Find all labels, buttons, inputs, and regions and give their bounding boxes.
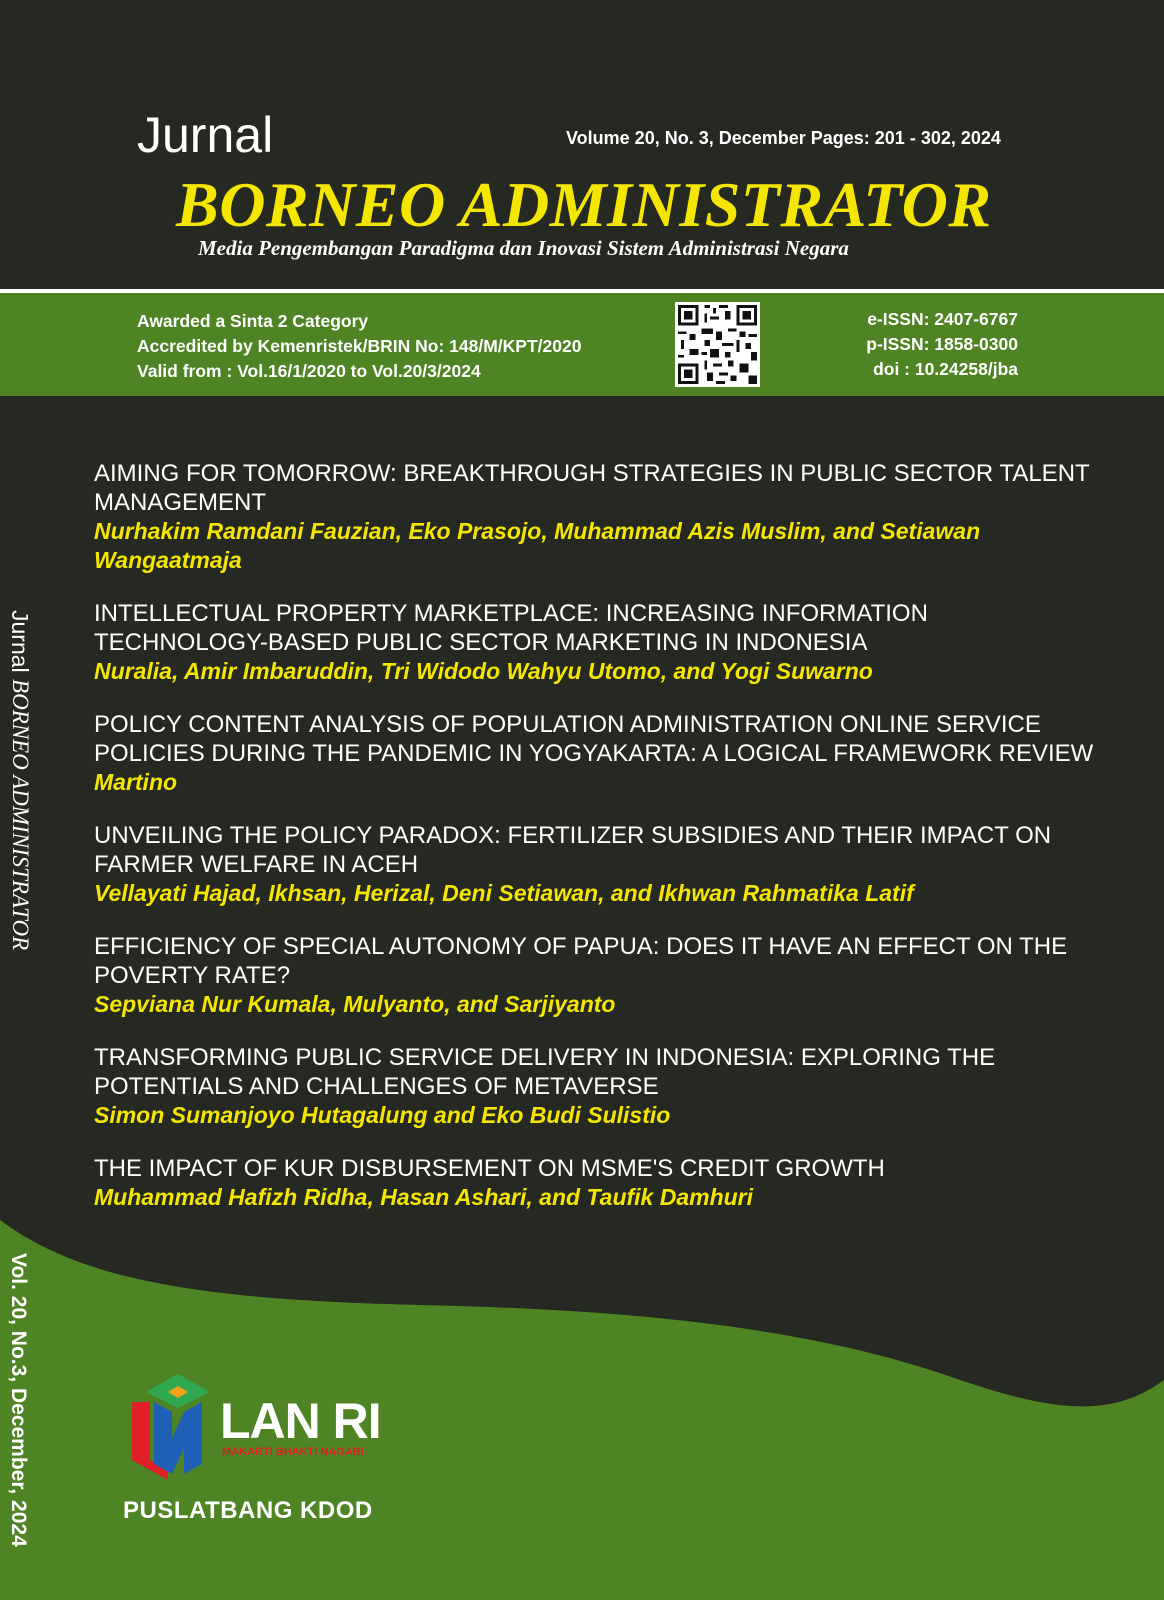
volume-info: Volume 20, No. 3, December Pages: 201 - 302, 2024: [566, 128, 1001, 148]
article-title: AIMING FOR TOMORROW: BREAKTHROUGH STRATEGIES IN PUBLIC SECTOR TALENT MANAGEMENT: [94, 460, 1090, 516]
article-2: [94, 599, 1094, 686]
lan-ri-wordmark: LAN RI: [220, 1393, 381, 1449]
article-3: [94, 710, 1094, 797]
spine-prefix: Jurnal: [7, 610, 33, 673]
lan-ri-motto: MAKARTI BHAKTI NAGARI: [222, 1446, 364, 1458]
article-4: [94, 821, 1094, 908]
article-1: [94, 459, 1094, 575]
spine-volume: Vol. 20, No.3, December, 2024: [7, 1253, 30, 1547]
accreditation-block: [137, 309, 581, 384]
article-title: EFFICIENCY OF SPECIAL AUTONOMY OF PAPUA: DOES IT HAVE AN EFFECT ON THE POVERTY RATE?: [94, 933, 1068, 989]
lan-ri-logo-icon: [128, 1372, 228, 1482]
pissn: p-ISSN: 1858-0300: [866, 334, 1018, 354]
accreditation-line-3: Valid from : Vol.16/1/2020 to Vol.20/3/2024: [137, 361, 481, 381]
article-title: INTELLECTUAL PROPERTY MARKETPLACE: INCREASING INFORMATION TECHNOLOGY-BASED PUBLIC SECTOR MARKETING IN INDONESIA: [94, 600, 928, 656]
article-authors: Nurhakim Ramdani Fauzian, Eko Prasojo, Muhammad Azis Muslim, and Setiawan Wangaatmaja: [94, 518, 981, 573]
jurnal-word: Jurnal: [137, 107, 274, 163]
spine-journal-name: BORNEO ADMINISTRATOR: [8, 679, 33, 951]
accreditation-line-1: Awarded a Sinta 2 Category: [137, 311, 369, 331]
journal-title: BORNEO ADMINISTRATOR: [176, 169, 992, 240]
article-title: TRANSFORMING PUBLIC SERVICE DELIVERY IN INDONESIA: EXPLORING THE POTENTIALS AND CHALLENGES OF METAVERSE: [94, 1044, 996, 1100]
publisher-unit: PUSLATBANG KDOD: [123, 1497, 373, 1524]
article-7: [94, 1154, 1094, 1212]
table-of-contents: [94, 459, 1094, 1236]
article-5: [94, 932, 1094, 1019]
accreditation-line-2: Accredited by Kemenristek/BRIN No: 148/M/KPT/2020: [137, 336, 582, 356]
article-authors: Martino: [94, 769, 178, 795]
qr-code-icon: [675, 302, 760, 387]
article-authors: Sepviana Nur Kumala, Mulyanto, and Sarjiyanto: [94, 991, 616, 1017]
article-authors: Simon Sumanjoyo Hutagalung and Eko Budi Sulistio: [94, 1102, 671, 1128]
article-title: UNVEILING THE POLICY PARADOX: FERTILIZER SUBSIDIES AND THEIR IMPACT ON FARMER WELFARE IN ACEH: [94, 822, 1052, 878]
spine: [2, 0, 32, 1600]
article-authors: Vellayati Hajad, Ikhsan, Herizal, Deni Setiawan, and Ikhwan Rahmatika Latif: [94, 880, 914, 906]
article-authors: Nuralia, Amir Imbaruddin, Tri Widodo Wahyu Utomo, and Yogi Suwarno: [94, 658, 873, 684]
article-title: THE IMPACT OF KUR DISBURSEMENT ON MSME'S CREDIT GROWTH: [94, 1155, 885, 1182]
article-authors: Muhammad Hafizh Ridha, Hasan Ashari, and Taufik Damhuri: [94, 1184, 754, 1210]
journal-subtitle: Media Pengembangan Paradigma dan Inovasi Sistem Administrasi Negara: [198, 236, 849, 260]
identifier-block: [800, 307, 1018, 382]
doi: doi : 10.24258/jba: [873, 359, 1018, 379]
article-title: POLICY CONTENT ANALYSIS OF POPULATION ADMINISTRATION ONLINE SERVICE POLICIES DURING THE PANDEMIC IN YOGYAKARTA: A LOGICAL FRAMEWORK REVIEW: [94, 711, 1094, 767]
eissn: e-ISSN: 2407-6767: [867, 309, 1018, 329]
spine-title: [6, 610, 33, 950]
article-6: [94, 1043, 1094, 1130]
